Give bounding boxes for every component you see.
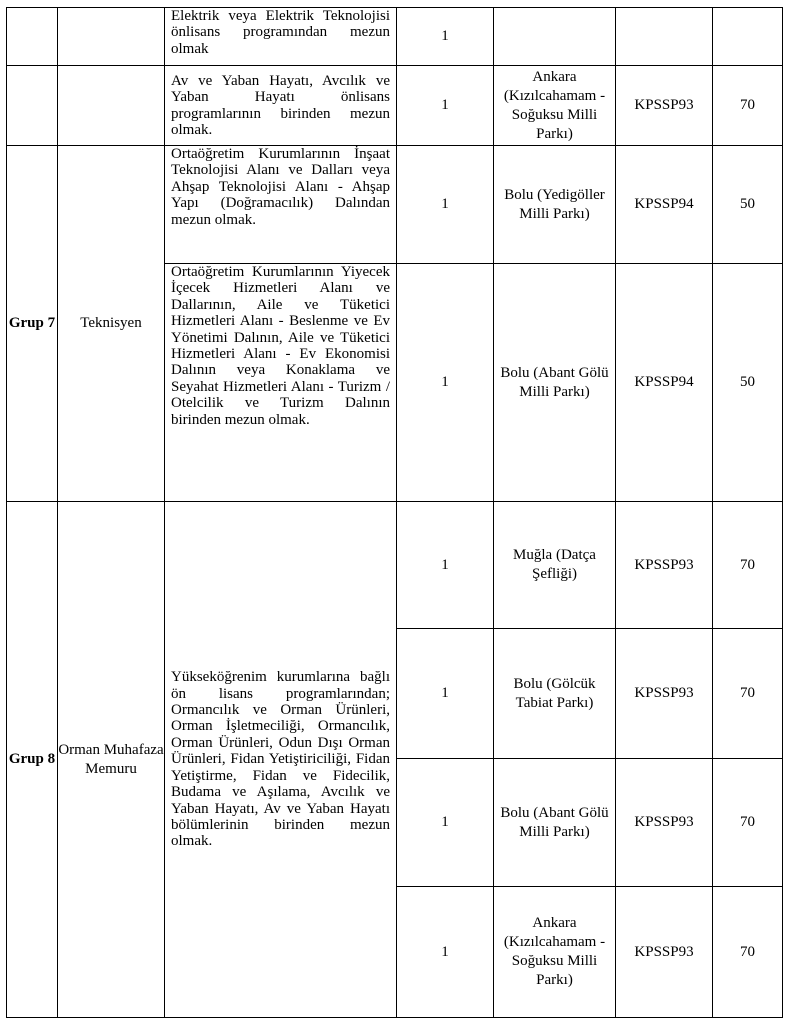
kpss-cell: KPSSP94 (616, 146, 713, 264)
count-cell: 1 (397, 264, 494, 502)
kpss-cell: KPSSP93 (616, 66, 713, 146)
count-cell: 1 (397, 502, 494, 629)
score-cell: 50 (713, 264, 783, 502)
kpss-cell: KPSSP93 (616, 502, 713, 629)
requirement-cell: Ortaöğretim Kurumlarının İnşaat Teknolojisi Alanı ve Dalları veya Ahşap Teknolojisi Alanı - Ahşap Yapı (Doğramacılık) Dalından mezun olmak. (165, 146, 397, 264)
kpss-cell: KPSSP93 (616, 887, 713, 1018)
score-cell: 70 (713, 887, 783, 1018)
table-row (7, 66, 783, 146)
location-cell (494, 8, 616, 66)
kpss-cell: KPSSP94 (616, 264, 713, 502)
group-cell: Grup 7 (7, 146, 58, 502)
requirement-cell: Yükseköğrenim kurumlarına bağlı ön lisans programlarından; Ormancılık ve Orman Ürünleri, Orman İşletmeciliği, Ormancılık, Orman Ürünleri, Odun Dışı Orman Ürünleri, Fidan Yetiştiriciliği, Fidan Yetiştirme, Fidan ve Fidecilik, Budama ve Aşılama, Avcılık ve Yaban Hayatı, Av ve Yaban Hayatı bölümlerinin birinden mezun olmak. (165, 502, 397, 1018)
location-cell: Muğla (Datça Şefliği) (494, 502, 616, 629)
location-cell: Ankara (Kızılcahamam - Soğuksu Milli Parkı) (494, 887, 616, 1018)
location-cell: Bolu (Yedigöller Milli Parkı) (494, 146, 616, 264)
score-cell: 70 (713, 66, 783, 146)
group-cell: Grup 8 (7, 502, 58, 1018)
requirement-cell: Ortaöğretim Kurumlarının Yiyecek İçecek Hizmetleri Alanı ve Dallarının, Aile ve Tüketici Hizmetleri Alanı - Beslenme ve Ev Yönetimi Dalının, Aile ve Tüketici Hizmetleri Alanı - Ev Ekonomisi Dalının veya Konaklama ve Seyahat Hizmetleri Alanı - Turizm / Otelcilik ve Turizm Dalının birinden mezun olmak. (165, 264, 397, 502)
kpss-cell: KPSSP93 (616, 629, 713, 759)
location-cell: Bolu (Abant Gölü Milli Parkı) (494, 264, 616, 502)
title-cell (58, 8, 165, 66)
group-cell (7, 8, 58, 66)
score-cell: 70 (713, 759, 783, 887)
count-cell: 1 (397, 8, 494, 66)
kpss-cell: KPSSP93 (616, 759, 713, 887)
kpss-cell (616, 8, 713, 66)
score-cell (713, 8, 783, 66)
location-cell: Bolu (Abant Gölü Milli Parkı) (494, 759, 616, 887)
count-cell: 1 (397, 66, 494, 146)
title-cell (58, 66, 165, 146)
requirement-cell: Elektrik veya Elektrik Teknolojisi önlisans programından mezun olmak (165, 8, 397, 66)
location-cell: Ankara (Kızılcahamam - Soğuksu Milli Parkı) (494, 66, 616, 146)
table-row (7, 8, 783, 66)
count-cell: 1 (397, 146, 494, 264)
location-cell: Bolu (Gölcük Tabiat Parkı) (494, 629, 616, 759)
count-cell: 1 (397, 759, 494, 887)
count-cell: 1 (397, 887, 494, 1018)
score-cell: 70 (713, 629, 783, 759)
requirement-cell: Av ve Yaban Hayatı, Avcılık ve Yaban Hayatı önlisans programlarının birinden mezun olmak. (165, 66, 397, 146)
group-cell (7, 66, 58, 146)
positions-table (6, 7, 783, 1018)
title-cell: Orman Muhafaza Memuru (58, 502, 165, 1018)
title-cell: Teknisyen (58, 146, 165, 502)
table-row (7, 502, 783, 629)
count-cell: 1 (397, 629, 494, 759)
score-cell: 70 (713, 502, 783, 629)
table-row (7, 146, 783, 264)
score-cell: 50 (713, 146, 783, 264)
